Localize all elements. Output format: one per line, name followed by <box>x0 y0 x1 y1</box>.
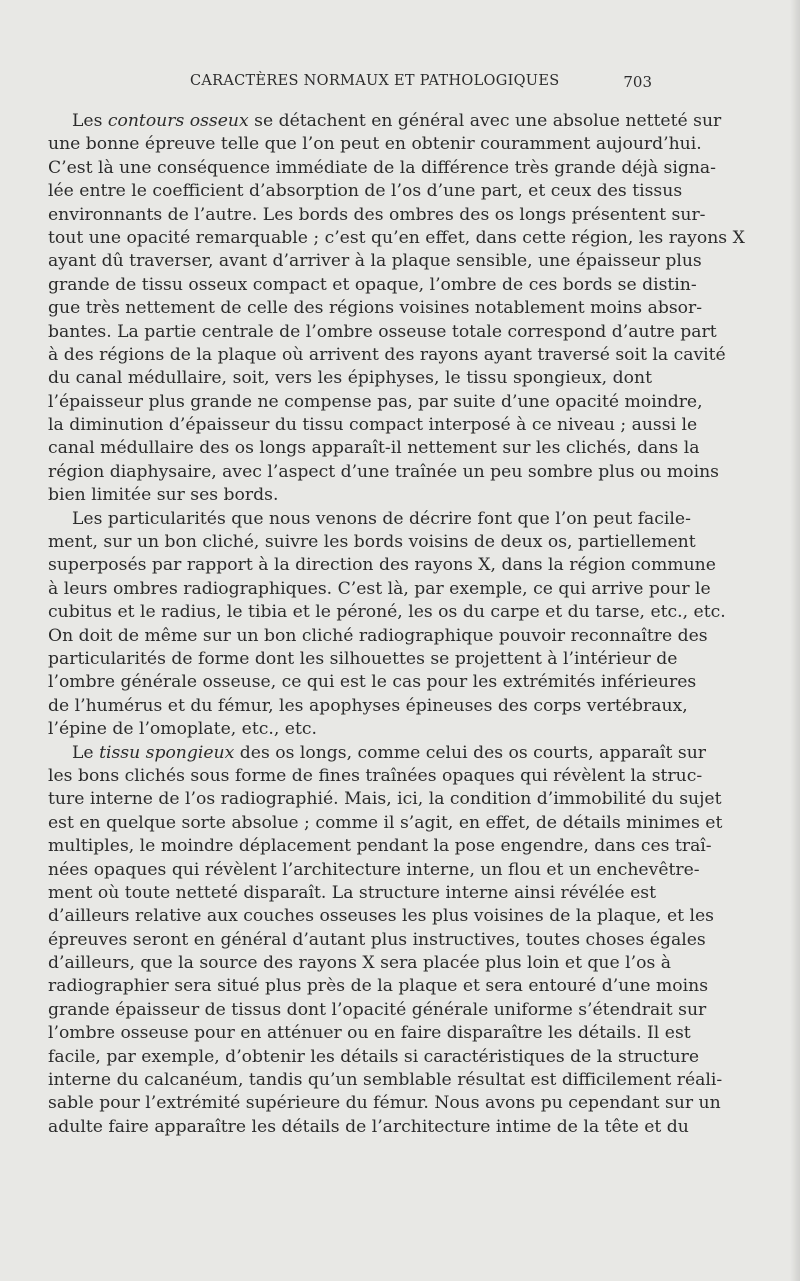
text-line <box>48 133 702 156</box>
page-number: 703 <box>623 73 652 91</box>
text-run: se détachent en général avec une absolue netteté sur <box>248 111 722 131</box>
text-run: épreuves seront en général d’autant plus instructives, toutes choses égales <box>48 929 706 950</box>
text-line <box>48 859 700 882</box>
text-line <box>48 367 652 390</box>
text-run: grande épaisseur de tissus dont l’opacité générale uniforme s’étendrait sur <box>48 999 707 1020</box>
text-line <box>48 250 702 273</box>
text-line <box>48 999 707 1022</box>
text-line <box>48 625 708 648</box>
text-run: cubitus et le radius, le tibia et le péroné, les os du carpe et du tarse, etc., etc. <box>48 602 726 623</box>
text-run: multiples, le moindre déplacement pendant la pose engendre, dans ces traî- <box>48 836 712 857</box>
body-text <box>48 110 745 1139</box>
text-line <box>48 882 657 905</box>
text-run: ment où toute netteté disparaît. La structure interne ainsi révélée est <box>48 882 657 903</box>
paragraph <box>48 110 745 508</box>
text-line <box>48 1092 721 1115</box>
text-run: grande de tissu osseux compact et opaque, l’ombre de ces bords se distin- <box>48 274 697 295</box>
text-line <box>48 1116 689 1139</box>
text-run: environnants de l’autre. Les bords des ombres des os longs présentent sur- <box>48 204 706 225</box>
text-run: d’ailleurs, que la source des rayons X sera placée plus loin et que l’os à <box>48 953 671 974</box>
text-line <box>48 391 703 414</box>
text-line <box>48 765 703 788</box>
text-line <box>48 718 652 741</box>
text-run: l’épaisseur plus grande ne compense pas, par suite d’une opacité moindre, <box>48 391 703 412</box>
text-line <box>48 344 726 367</box>
text-run: Les <box>72 111 108 131</box>
text-line <box>48 695 688 718</box>
text-run: bantes. La partie centrale de l’ombre osseuse totale correspond d’autre part <box>48 321 717 342</box>
text-run: d’ailleurs relative aux couches osseuses les plus voisines de la plaque, et les <box>48 906 714 927</box>
text-line <box>48 671 697 694</box>
text-run: superposés par rapport à la direction des rayons X, dans la région commune <box>48 555 716 576</box>
text-run: particularités de forme dont les silhouettes se projettent à l’intérieur de <box>48 648 678 669</box>
text-line <box>48 812 723 835</box>
text-run: les bons clichés sous forme de fines traînées opaques qui révèlent la struc- <box>48 765 703 786</box>
text-line <box>48 110 722 133</box>
text-run: de l’humérus et du fémur, les apophyses épineuses des corps vertébraux, <box>48 695 688 716</box>
text-run: sable pour l’extrémité supérieure du fémur. Nous avons pu cependant sur un <box>48 1093 721 1114</box>
text-run: à leurs ombres radiographiques. C’est là, par exemple, ce qui arrive pour le <box>48 578 711 599</box>
text-line <box>48 461 719 484</box>
text-run: ment, sur un bon cliché, suivre les bords voisins de deux os, partiellement <box>48 532 696 553</box>
text-line <box>48 157 716 180</box>
text-run: la diminution d’épaisseur du tissu compact interposé à ce niveau ; aussi le <box>48 415 698 436</box>
running-head <box>48 73 652 95</box>
text-run: est en quelque sorte absolue ; comme il s’agit, en effet, de détails minimes et <box>48 812 723 833</box>
text-run: lée entre le coefficient d’absorption de l’os d’une part, et ceux des tissus <box>48 181 683 202</box>
text-run: radiographier sera situé plus près de la plaque et sera entouré d’une moins <box>48 976 709 997</box>
text-line <box>48 788 722 811</box>
text-line <box>48 601 726 624</box>
text-line <box>48 648 678 671</box>
paragraph <box>48 508 726 742</box>
text-line <box>48 180 683 203</box>
text-line <box>48 484 652 507</box>
italic-term: tissu spongieux <box>99 742 235 763</box>
text-line <box>48 414 698 437</box>
text-run: Les particularités que nous venons de décrire font que l’on peut facile- <box>72 508 691 529</box>
text-line <box>48 578 711 601</box>
text-run: une bonne épreuve telle que l’on peut en obtenir couramment aujourd’hui. <box>48 134 702 155</box>
text-run: des os longs, comme celui des os courts, apparaît sur <box>234 742 707 763</box>
text-run: Le <box>72 742 100 763</box>
italic-term: contours osseux <box>107 111 249 131</box>
text-line <box>48 508 691 531</box>
text-line <box>48 835 712 858</box>
text-line <box>48 742 707 765</box>
text-line <box>48 531 696 554</box>
paragraph <box>48 742 723 1140</box>
text-run: région diaphysaire, avec l’aspect d’une traînée un peu sombre plus ou moins <box>48 461 719 482</box>
text-run: l’épine de l’omoplate, etc., etc. <box>48 719 317 740</box>
text-line <box>48 204 706 227</box>
text-run: gue très nettement de celle des régions voisines notablement moins absor- <box>48 298 703 319</box>
text-line <box>48 297 703 320</box>
text-run: adulte faire apparaître les détails de l’architecture intime de la tête et du <box>48 1116 689 1137</box>
text-run: bien limitée sur ses bords. <box>48 485 279 506</box>
text-run: ayant dû traverser, avant d’arriver à la plaque sensible, une épaisseur plus <box>48 251 702 272</box>
text-line <box>48 554 716 577</box>
text-run: ture interne de l’os radiographié. Mais, ici, la condition d’immobilité du sujet <box>48 789 722 810</box>
text-line <box>48 321 717 344</box>
text-run: interne du calcanéum, tandis qu’un semblable résultat est difficilement réali- <box>48 1070 723 1091</box>
text-run: à des régions de la plaque où arrivent des rayons ayant traversé soit la cavité <box>48 344 726 365</box>
text-line <box>48 1069 723 1092</box>
text-line <box>48 227 745 250</box>
text-run: l’ombre générale osseuse, ce qui est le cas pour les extrémités inférieures <box>48 672 697 693</box>
text-line <box>48 1046 700 1069</box>
text-line <box>48 437 700 460</box>
text-line <box>48 274 697 297</box>
page-edge-shadow <box>790 0 800 1281</box>
running-title: CARACTÈRES NORMAUX ET PATHOLOGIQUES <box>190 73 560 89</box>
text-line <box>48 952 671 975</box>
text-line <box>48 1022 691 1045</box>
text-line <box>48 905 714 928</box>
text-line <box>48 975 709 998</box>
text-run: facile, par exemple, d’obtenir les détails si caractéristiques de la structure <box>48 1046 700 1067</box>
text-run: du canal médullaire, soit, vers les épiphyses, le tissu spongieux, dont <box>48 368 652 389</box>
text-line <box>48 929 706 952</box>
text-run: l’ombre osseuse pour en atténuer ou en faire disparaître les détails. Il est <box>48 1023 691 1044</box>
text-run: On doit de même sur un bon cliché radiographique pouvoir reconnaître des <box>48 625 708 646</box>
text-run: nées opaques qui révèlent l’architecture interne, un flou et un enchevêtre- <box>48 859 700 880</box>
text-run: canal médullaire des os longs apparaît-il nettement sur les clichés, dans la <box>48 438 700 459</box>
text-run: tout une opacité remarquable ; c’est qu’en effet, dans cette région, les rayons X <box>48 227 745 248</box>
text-run: C’est là une conséquence immédiate de la différence très grande déjà signa- <box>48 157 716 178</box>
